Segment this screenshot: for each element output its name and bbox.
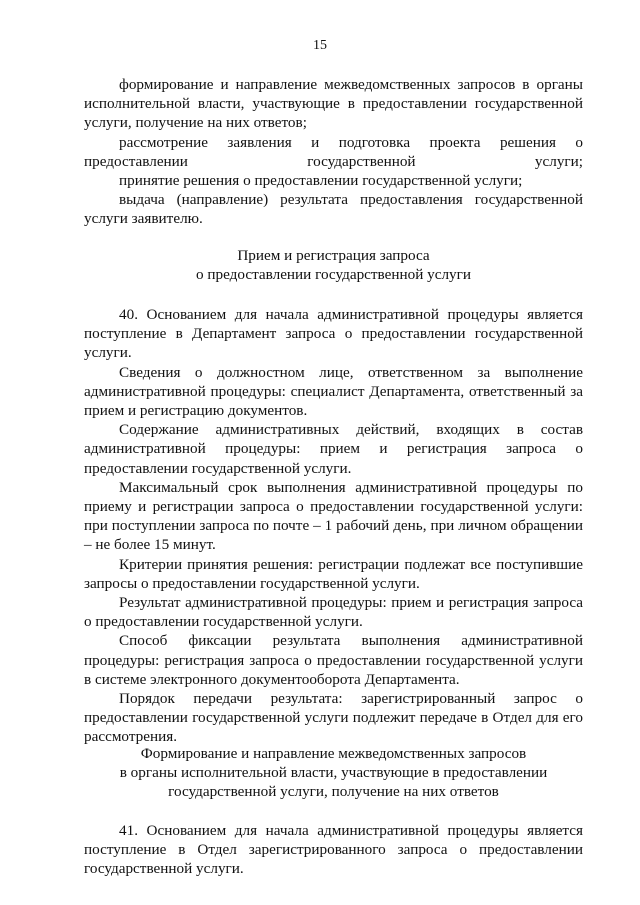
paragraph: Способ фиксации результата выполнения административной процедуры: регистрация запроса о предоставлении государственной услуги в системе электронного документооборота Департамента. (84, 632, 583, 688)
procedure-list (84, 75, 583, 229)
paragraph: Результат административной процедуры: прием и регистрация запроса о предоставлении государственной услуги. (84, 594, 583, 631)
paragraph: Сведения о должностном лице, ответственном за выполнение административной процедуры: специалист Департамента, ответственный за прием и регистрацию документов. (84, 363, 583, 420)
list-item: принятие решения о предоставлении государственной услуги; (119, 172, 523, 190)
paragraph: Максимальный срок выполнения административной процедуры по приему и регистрации запроса о предоставлении государственной услуги: при поступлении запроса по почте – 1 рабочий день, при личном обращении – не более 15 минут. (84, 478, 583, 554)
paragraph: Порядок передачи результата: зарегистрированный запрос о предоставлении государственной услуги подлежит передаче в Отдел для его рассмотрения. (84, 690, 583, 746)
heading-line: Прием и регистрация запроса (237, 247, 430, 264)
paragraph: Критерии принятия решения: регистрации подлежат все поступившие запросы о предоставлении государственной услуги. (84, 555, 583, 592)
section-body-interagency (84, 821, 583, 879)
paragraph: 41. Основанием для начала административной процедуры является поступление в Отдел зарегистрированного запроса о предоставлении государственной услуги. (84, 822, 583, 878)
section-heading-reception (84, 246, 583, 284)
heading-line: в органы исполнительной власти, участвующие в предоставлении (119, 764, 548, 782)
heading-line: Формирование и направление межведомственных запросов (140, 745, 527, 762)
heading-line: государственной услуги, получение на них ответов (168, 783, 499, 801)
section-body-reception (84, 305, 583, 747)
paragraph: 40. Основанием для начала административной процедуры является поступление в Департамент запроса о предоставлении государственной услуги. (84, 306, 583, 362)
section-heading-interagency (84, 744, 583, 802)
heading-line: о предоставлении государственной услуги (195, 266, 472, 284)
list-item: формирование и направление межведомственных запросов в органы исполнительной власти, участвующие в предоставлении государственной услуги, получение на них ответов; (84, 76, 583, 132)
list-item: выдача (направление) результата предоставления государственной услуги заявителю. (84, 191, 583, 228)
paragraph: Содержание административных действий, входящих в состав административной процедуры: прием и регистрация запроса о предоставлении государственной услуги. (84, 421, 583, 477)
page-number: 15 (313, 38, 327, 53)
list-item: рассмотрение заявления и подготовка проекта решения о предоставлении государственной услуги; (84, 133, 583, 170)
